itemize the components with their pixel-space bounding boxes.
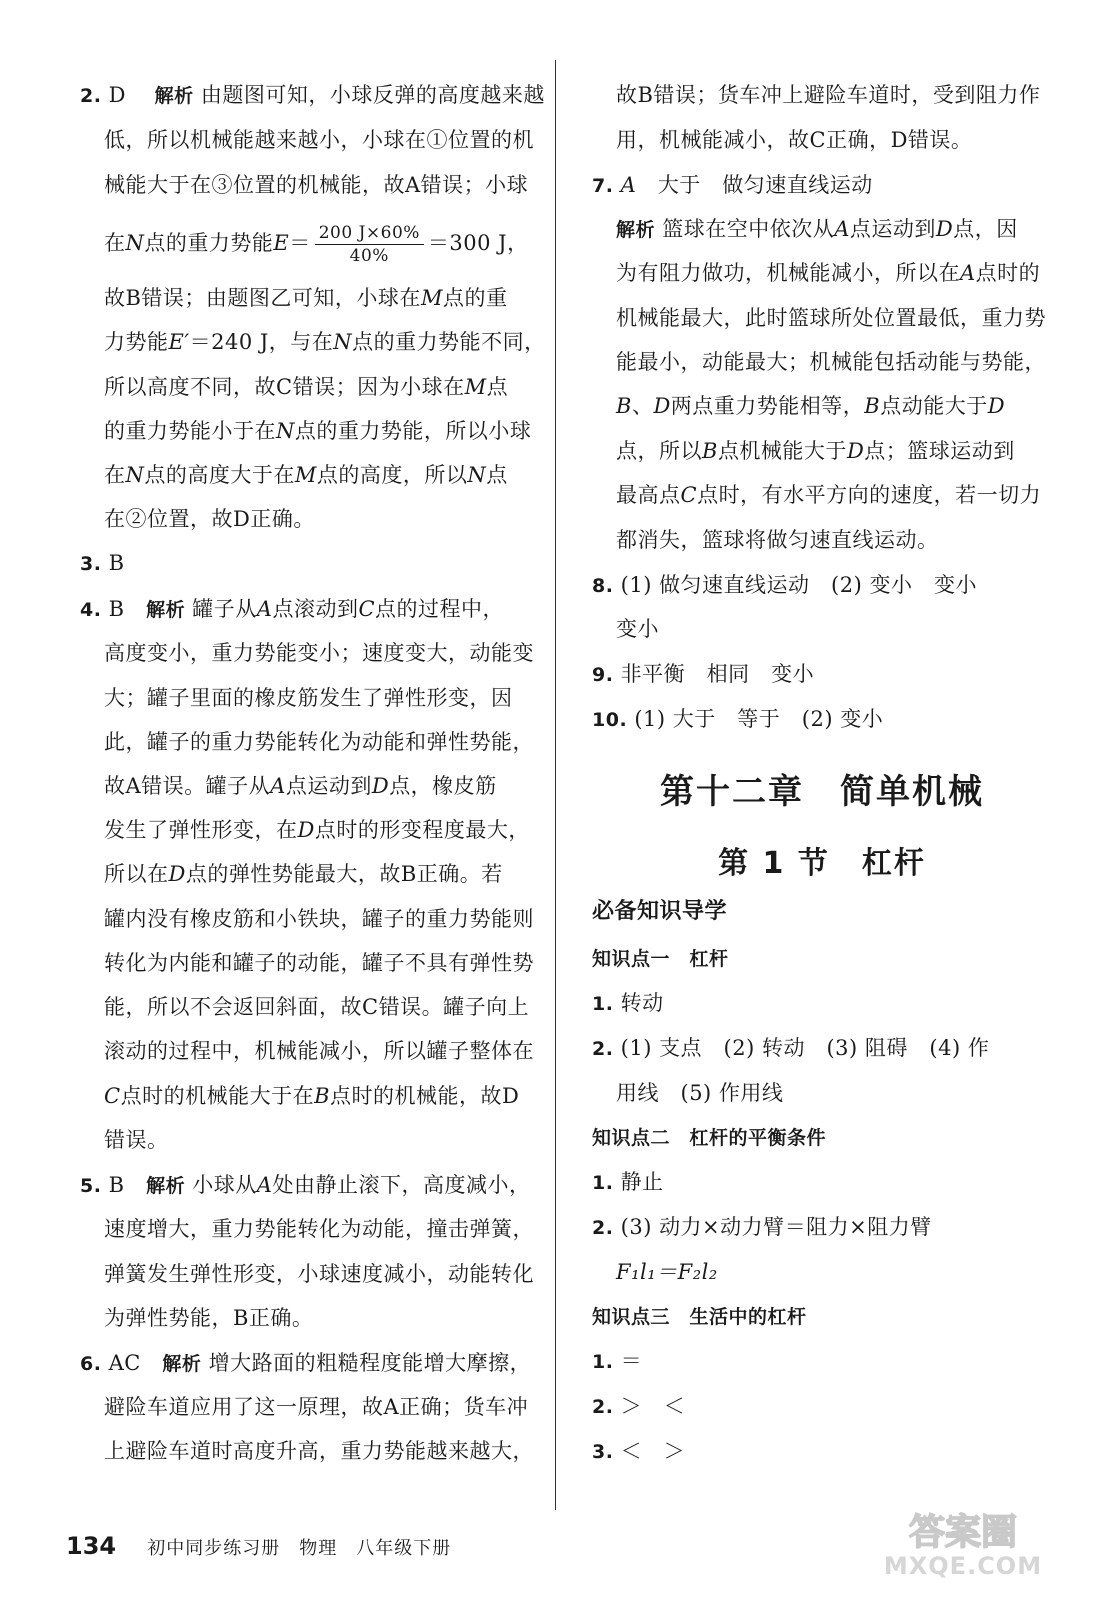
knowledge-point-1-title: 知识点一 杠杆: [592, 948, 729, 970]
q8-number: 8.: [592, 575, 614, 597]
q7-line-6: 点，所以B点机械能大于D点；篮球运动到: [616, 439, 1015, 463]
q7-line-8: 都消失，篮球将做匀速直线运动。: [616, 528, 939, 552]
q6-number: 6.: [80, 1353, 102, 1375]
q5-line-2: 速度增大，重力势能转化为动能，撞击弹簧，: [104, 1217, 534, 1241]
q6-cont-line-2: 用，机械能减小，故C正确，D错误。: [616, 128, 973, 152]
q7-line-7: 最高点C点时，有水平方向的速度，若一切力: [616, 483, 1042, 507]
q4-analysis-label: 解析: [146, 599, 186, 621]
q7-analysis-label: 解析: [616, 219, 656, 241]
watermark-text: 答案圈: [908, 1512, 1018, 1553]
q4-line-2: 高度变小，重力势能变小；速度变大，动能变: [104, 641, 534, 665]
q2-analysis-label: 解析: [154, 85, 194, 107]
q4-line-3: 大；罐子里面的橡皮筋发生了弹性形变，因: [104, 686, 513, 710]
q6-line-1: 6. AC 解析 增大路面的粗糙程度能增大摩擦，: [80, 1351, 532, 1375]
q4-number: 4.: [80, 599, 102, 621]
q4-line-8: 罐内没有橡皮筋和小铁块，罐子的重力势能则: [104, 907, 534, 931]
q4-line-6: 发生了弹性形变，在D点时的形变程度最大，: [104, 818, 530, 842]
q7-line-3: 机械能最大，此时篮球所处位置最低，重力势: [616, 306, 1046, 330]
q2-number: 2.: [80, 85, 102, 107]
q2-line-1: 2. D 解析 由题图可知，小球反弹的高度越来越: [80, 83, 545, 107]
q7-line-2: 为有阻力做功，机械能减小，所以在A点时的: [616, 261, 1041, 285]
book-title: 初中同步练习册 物理 八年级下册: [147, 1538, 452, 1559]
k1-item-1: 1. 转动: [592, 991, 664, 1015]
k1-item-2: 2. (1) 支点 (2) 转动 (3) 阻碍 (4) 作: [592, 1036, 990, 1060]
q6-cont-line-1: 故B错误；货车冲上避险车道时，受到阻力作: [616, 83, 1041, 107]
q5-number: 5.: [80, 1175, 102, 1197]
q2-line-6: 力势能E′＝240 J，与在N点的重力势能不同，: [104, 330, 546, 354]
k1-item-2-cont: 用线 (5) 作用线: [616, 1081, 784, 1105]
q5-line-3: 弹簧发生弹性形变，小球速度减小，动能转化: [104, 1262, 534, 1286]
q7-line-4: 能最小，动能最大；机械能包括动能与势能，: [616, 350, 1046, 374]
q2-line-2: 低，所以机械能越来越小，小球在①位置的机: [104, 128, 534, 152]
q2-line-8: 的重力势能小于在N点的重力势能，所以小球: [104, 419, 532, 443]
chapter-title: 第十二章 简单机械: [660, 772, 984, 812]
q4-line-5: 故A错误。罐子从A点运动到D点，橡皮筋: [104, 774, 497, 798]
k2-item-2: 2. (3) 动力×动力臂＝阻力×阻力臂: [592, 1215, 932, 1239]
q2-line-5: 故B错误；由题图乙可知，小球在M点的重: [104, 286, 508, 310]
q7-line-5: B、D两点重力势能相等，B点动能大于D: [616, 394, 1006, 418]
q4-line-12: C点时的机械能大于在B点时的机械能，故D: [104, 1084, 520, 1108]
k3-item-2: 2. ＞ ＜: [592, 1394, 686, 1418]
k3-item-3: 3. ＜ ＞: [592, 1439, 686, 1463]
q3-answer: B: [108, 551, 125, 575]
q2-line-3: 械能大于在③位置的机械能，故A错误；小球: [104, 173, 529, 197]
q4-line-4: 此，罐子的重力势能转化为动能和弹性势能，: [104, 730, 534, 754]
q4-line-7: 所以在D点的弹性势能最大，故B正确。若: [104, 862, 503, 886]
q3: 3. B: [80, 551, 125, 575]
watermark-logo: [858, 1504, 1068, 1580]
guide-heading: 必备知识导学: [592, 899, 728, 924]
q8-line-2: 变小: [616, 617, 659, 641]
q10: 10. (1) 大于 等于 (2) 变小: [592, 707, 884, 731]
q2-line-4: 在N点的重力势能E＝ $\frac{200 J\times 60\%}{40\%}$ ＝300 J，: [104, 223, 529, 266]
q2-line-7: 所以高度不同，故C错误；因为小球在M点: [104, 375, 509, 399]
q5-analysis-label: 解析: [146, 1175, 186, 1197]
watermark-url: MXQE.COM: [883, 1552, 1043, 1580]
q6-line-3: 上避险车道时高度升高，重力势能越来越大，: [104, 1439, 534, 1463]
q4-line-1: 4. B 解析 罐子从A点滚动到C点的过程中，: [80, 597, 505, 621]
q4-line-11: 滚动的过程中，机械能减小，所以罐子整体在: [104, 1039, 534, 1063]
section-title: 第 1 节 杠杆: [718, 846, 926, 881]
k2-item-1: 1. 静止: [592, 1170, 664, 1194]
q7-number: 7.: [592, 175, 614, 197]
column-divider: [555, 60, 556, 1510]
page-footer: [66, 1532, 451, 1560]
q5-line-1: 5. B 解析 小球从A处由静止滚下，高度减小，: [80, 1173, 531, 1197]
q7-line-1: 解析 篮球在空中依次从A点运动到D点，因: [616, 217, 1018, 241]
q9: 9. 非平衡 相同 变小: [592, 662, 815, 686]
q4-line-9: 转化为内能和罐子的动能，罐子不具有弹性势: [104, 951, 534, 975]
q6-line-2: 避险车道应用了这一原理，故A正确；货车冲: [104, 1395, 529, 1419]
q6-analysis-label: 解析: [162, 1353, 202, 1375]
energy-fraction: $\frac{200 J\times 60\%}{40\%}$: [315, 222, 424, 267]
knowledge-point-3-title: 知识点三 生活中的杠杆: [592, 1306, 807, 1328]
lever-balance-formula: F₁l₁＝F₂l₂: [616, 1260, 718, 1284]
q2-line-9: 在N点的高度大于在M点的高度，所以N点: [104, 463, 508, 487]
page-number: 134: [66, 1532, 117, 1560]
knowledge-point-2-title: 知识点二 杠杆的平衡条件: [592, 1127, 827, 1149]
q8-line-1: 8. (1) 做匀速直线运动 (2) 变小 变小: [592, 573, 977, 597]
q2-line-10: 在②位置，故D正确。: [104, 507, 315, 531]
q5-line-4: 为弹性势能，B正确。: [104, 1306, 314, 1330]
q4-line-13: 错误。: [104, 1128, 169, 1152]
q7-answer-line: 7. A 大于 做匀速直线运动: [592, 173, 873, 197]
q4-line-10: 能，所以不会返回斜面，故C错误。罐子向上: [104, 995, 530, 1019]
k3-item-1: 1. ＝: [592, 1349, 643, 1373]
